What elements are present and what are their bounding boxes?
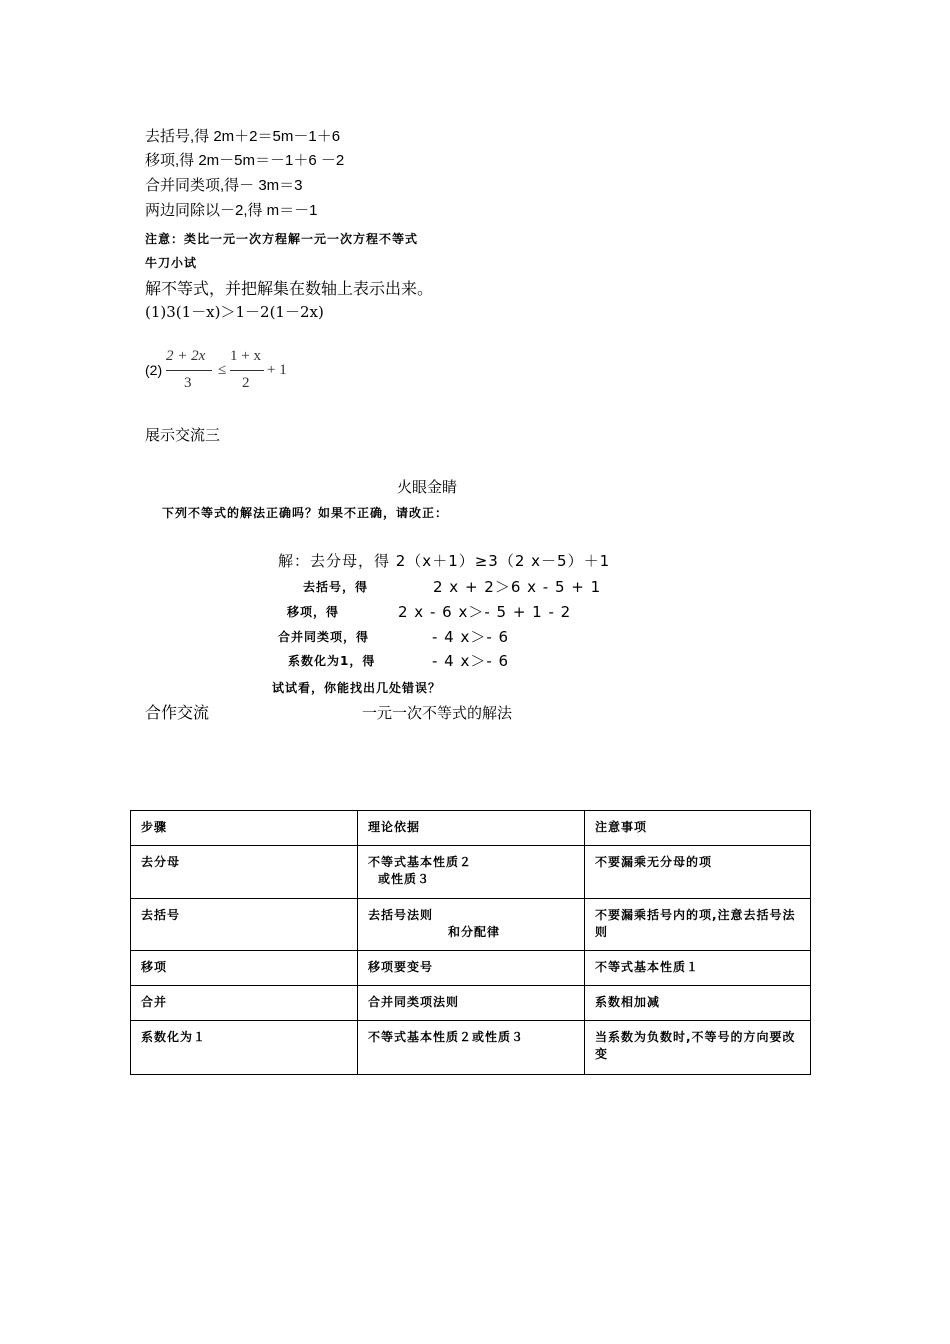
row-note: 系数相加减	[585, 986, 811, 1021]
solution-step-1: 去括号,得 2m＋2＝5m－1＋6	[145, 128, 341, 145]
row-basis: 移项要变号	[358, 951, 585, 986]
practice-instruction: 解不等式，并把解集在数轴上表示出来。	[145, 281, 434, 298]
row-basis: 不等式基本性质２或性质３	[358, 1021, 585, 1075]
row-basis	[358, 899, 585, 951]
row-step: 合并	[131, 986, 358, 1021]
problem-1: (1)3(1－x)＞1－2(1－2x)	[145, 303, 324, 321]
worked-label-3: 移项，得	[287, 605, 340, 619]
header-basis: 理论依据	[358, 811, 585, 846]
table-row	[131, 986, 811, 1021]
table-row	[131, 846, 811, 899]
practice-title: 牛刀小试	[145, 256, 198, 270]
basis-line-1: 不等式基本性质２	[368, 855, 473, 869]
problem-2-tail: + 1	[267, 362, 287, 378]
right-fraction-bar	[230, 370, 264, 371]
worked-label-4: 合并同类项，得	[278, 630, 370, 644]
row-step: 移项	[131, 951, 358, 986]
worked-label-5: 系数化为1，得	[288, 654, 376, 668]
table-row	[131, 1021, 811, 1075]
error-title: 火眼金睛	[397, 479, 458, 496]
problem-2-right-fraction	[230, 348, 264, 396]
problem-2-label: (2)	[145, 362, 163, 378]
error-question: 下列不等式的解法正确吗？如果不正确，请改正：	[162, 506, 449, 520]
coop-title: 合作交流	[145, 703, 210, 722]
table-row	[131, 899, 811, 951]
row-note: 不等式基本性质１	[585, 951, 811, 986]
table-row	[131, 951, 811, 986]
worked-expr-3: 2 x - 6 x＞- 5 + 1 - 2	[398, 603, 572, 621]
worked-label-2: 去括号，得	[303, 580, 369, 594]
problem-2-operator: ≤	[218, 362, 227, 378]
solution-step-2: 移项,得 2m－5m＝－1＋6 －2	[145, 152, 345, 169]
right-denominator: 2	[242, 375, 250, 391]
error-prompt: 试试看，你能找出几处错误？	[272, 681, 442, 695]
method-table	[130, 810, 811, 1075]
row-note: 不要漏乘括号内的项,注意去括号法则	[585, 899, 811, 951]
row-step: 系数化为１	[131, 1021, 358, 1075]
note-text: 注意：类比一元一次方程解一元一次方程不等式	[145, 232, 419, 246]
left-fraction-bar	[166, 370, 212, 371]
left-denominator: 3	[184, 375, 192, 391]
basis-line-2: 和分配律	[448, 925, 501, 939]
row-step: 去分母	[131, 846, 358, 899]
solution-step-4: 两边同除以－2,得 m＝－1	[145, 202, 318, 219]
worked-expr-4: - 4 x＞- 6	[432, 628, 510, 646]
row-basis	[358, 846, 585, 899]
worked-line-1: 解：去分母，得 2（x＋1）≥3（2 x－5）＋1	[278, 552, 611, 570]
table-header-row	[131, 811, 811, 846]
header-step: 步骤	[131, 811, 358, 846]
row-note: 当系数为负数时,不等号的方向要改变	[585, 1021, 811, 1075]
solution-step-3: 合并同类项,得－ 3m＝3	[145, 177, 303, 194]
problem-2-left-fraction	[166, 348, 212, 396]
left-numerator: 2 + 2x	[166, 348, 206, 364]
row-note: 不要漏乘无分母的项	[585, 846, 811, 899]
method-title: 一元一次不等式的解法	[362, 705, 513, 722]
worked-expr-5: - 4 x＞- 6	[432, 652, 510, 670]
worked-expr-2: 2 x + 2＞6 x - 5 + 1	[433, 578, 602, 596]
header-note: 注意事项	[585, 811, 811, 846]
right-numerator: 1 + x	[230, 348, 261, 364]
row-step: 去括号	[131, 899, 358, 951]
row-basis: 合并同类项法则	[358, 986, 585, 1021]
basis-line-2: 或性质３	[378, 872, 431, 886]
section3-title: 展示交流三	[145, 427, 221, 444]
basis-line-1: 去括号法则	[368, 908, 434, 922]
